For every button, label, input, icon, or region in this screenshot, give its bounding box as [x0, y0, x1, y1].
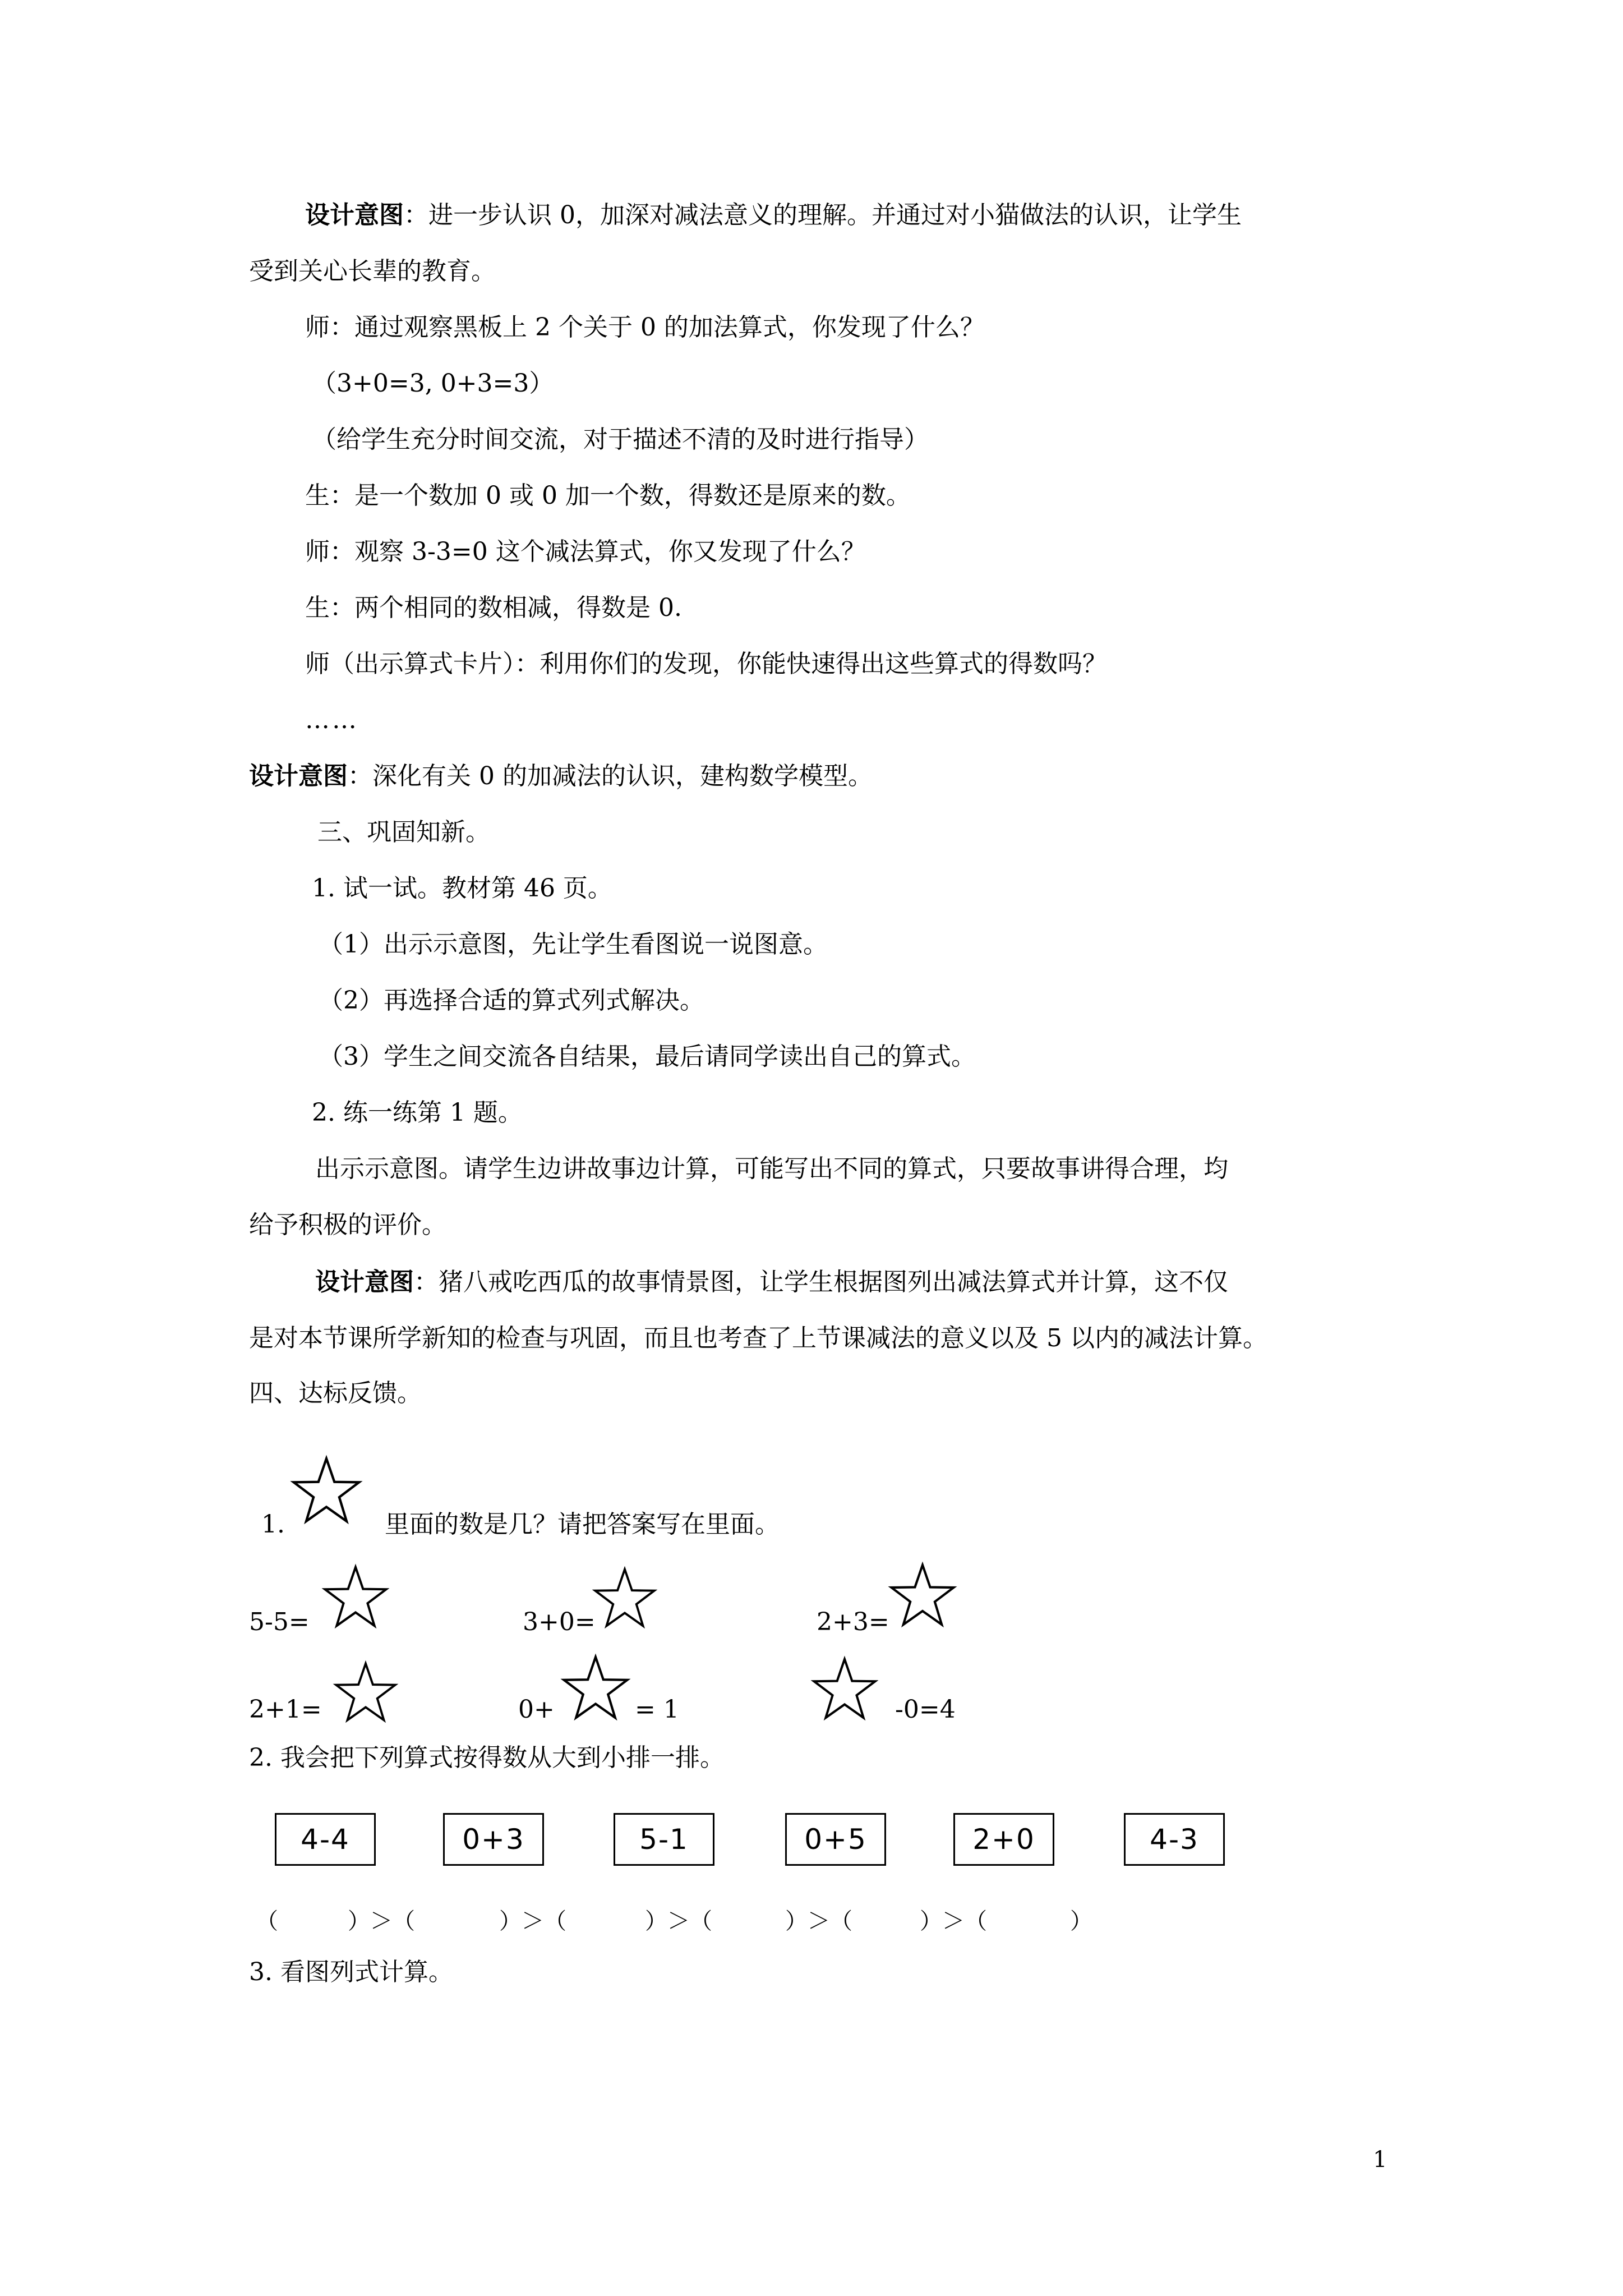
intent3-line2: 是对本节课所学新知的检查与巩固，而且也考查了上节课减法的意义以及 5 以内的减法计算。 [249, 1324, 1267, 1352]
order-blank: ）＞（ [348, 1908, 415, 1934]
star-icon [323, 1565, 388, 1628]
intent3-line1: 设计意图：猪八戒吃西瓜的故事情景图，让学生根据图列出减法算式并计算，这不仅 [315, 1268, 1228, 1296]
ellipsis: …… [305, 706, 359, 734]
intent3-label: 设计意图 [315, 1268, 414, 1296]
star-icon [812, 1657, 877, 1720]
q1-expr: -0=4 [895, 1695, 956, 1724]
dialogue-line: （3+0=3, 0+3=3） [312, 369, 554, 398]
dialogue-line: 师（出示算式卡片）：利用你们的发现，你能快速得出这些算式的得数吗？ [305, 650, 1107, 678]
expression-card: 5-1 [614, 1813, 714, 1866]
star-icon [334, 1662, 397, 1722]
star-icon [889, 1563, 956, 1627]
dialogue-line: （给学生充分时间交流，对于描述不清的及时进行指导） [312, 425, 929, 454]
intent2-label: 设计意图 [249, 762, 348, 790]
intent2: 设计意图：深化有关 0 的加减法的认识，建构数学模型。 [249, 762, 873, 790]
order-blank: ）＞（ [785, 1908, 852, 1934]
q1-expr: = 1 [635, 1695, 679, 1724]
expression-card: 0+3 [443, 1813, 544, 1866]
intent1-line1: 设计意图：进一步认识 0，加深对减法意义的理解。并通过对小猫做法的认识，让学生 [305, 201, 1242, 229]
section3-item1: 1. 试一试。教材第 46 页。 [312, 874, 612, 903]
section3-step: （3）学生之间交流各自结果，最后请同学读出自己的算式。 [319, 1042, 976, 1071]
expression-card: 4-3 [1124, 1813, 1225, 1866]
section3-step: （1）出示示意图，先让学生看图说一说图意。 [319, 930, 828, 959]
dialogue-line: 生：是一个数加 0 或 0 加一个数，得数还是原来的数。 [305, 481, 911, 510]
section4-title: 四、达标反馈。 [249, 1379, 422, 1407]
q2-text: 2. 我会把下列算式按得数从大到小排一排。 [249, 1743, 725, 1772]
dialogue-line: 师：通过观察黑板上 2 个关于 0 的加法算式，你发现了什么？ [305, 313, 985, 342]
dialogue-line: 生：两个相同的数相减，得数是 0. [305, 593, 682, 622]
star-icon [292, 1456, 361, 1524]
section3-item2: 2. 练一练第 1 题。 [312, 1098, 523, 1127]
q1-expr: 0+ [518, 1695, 555, 1724]
q3-text: 3. 看图列式计算。 [249, 1958, 453, 1986]
q1-expr: 2+3= [817, 1608, 889, 1636]
intent1-line2: 受到关心长辈的教育。 [249, 257, 496, 286]
dialogue-line: 师：观察 3-3=0 这个减法算式，你又发现了什么？ [305, 537, 866, 566]
section3-step: （2）再选择合适的算式列式解决。 [319, 986, 704, 1015]
q1-text: 里面的数是几？请把答案写在里面。 [385, 1510, 780, 1539]
q1-expr: 3+0= [523, 1608, 596, 1636]
q1-number: 1. [261, 1510, 285, 1539]
star-icon [593, 1567, 656, 1628]
order-blank: ）＞（ [920, 1908, 987, 1934]
section3-title: 三、巩固知新。 [317, 818, 490, 846]
order-blank: ）＞（ [499, 1908, 566, 1934]
q1-expr: 5-5= [249, 1608, 310, 1636]
page-number: 1 [1373, 2147, 1387, 2173]
expression-card: 4-4 [275, 1813, 376, 1866]
expression-card: 2+0 [953, 1813, 1054, 1866]
intent1-label: 设计意图 [305, 201, 404, 229]
section3-para-line2: 给予积极的评价。 [249, 1211, 446, 1239]
order-blank: （ [256, 1908, 278, 1934]
order-blank: ）＞（ [645, 1908, 712, 1934]
star-icon [562, 1655, 629, 1720]
order-blank: ） [1070, 1908, 1092, 1934]
expression-card: 0+5 [785, 1813, 886, 1866]
q1-expr: 2+1= [249, 1695, 322, 1724]
section3-para-line1: 出示示意图。请学生边讲故事边计算，可能写出不同的算式，只要故事讲得合理，均 [315, 1154, 1228, 1183]
